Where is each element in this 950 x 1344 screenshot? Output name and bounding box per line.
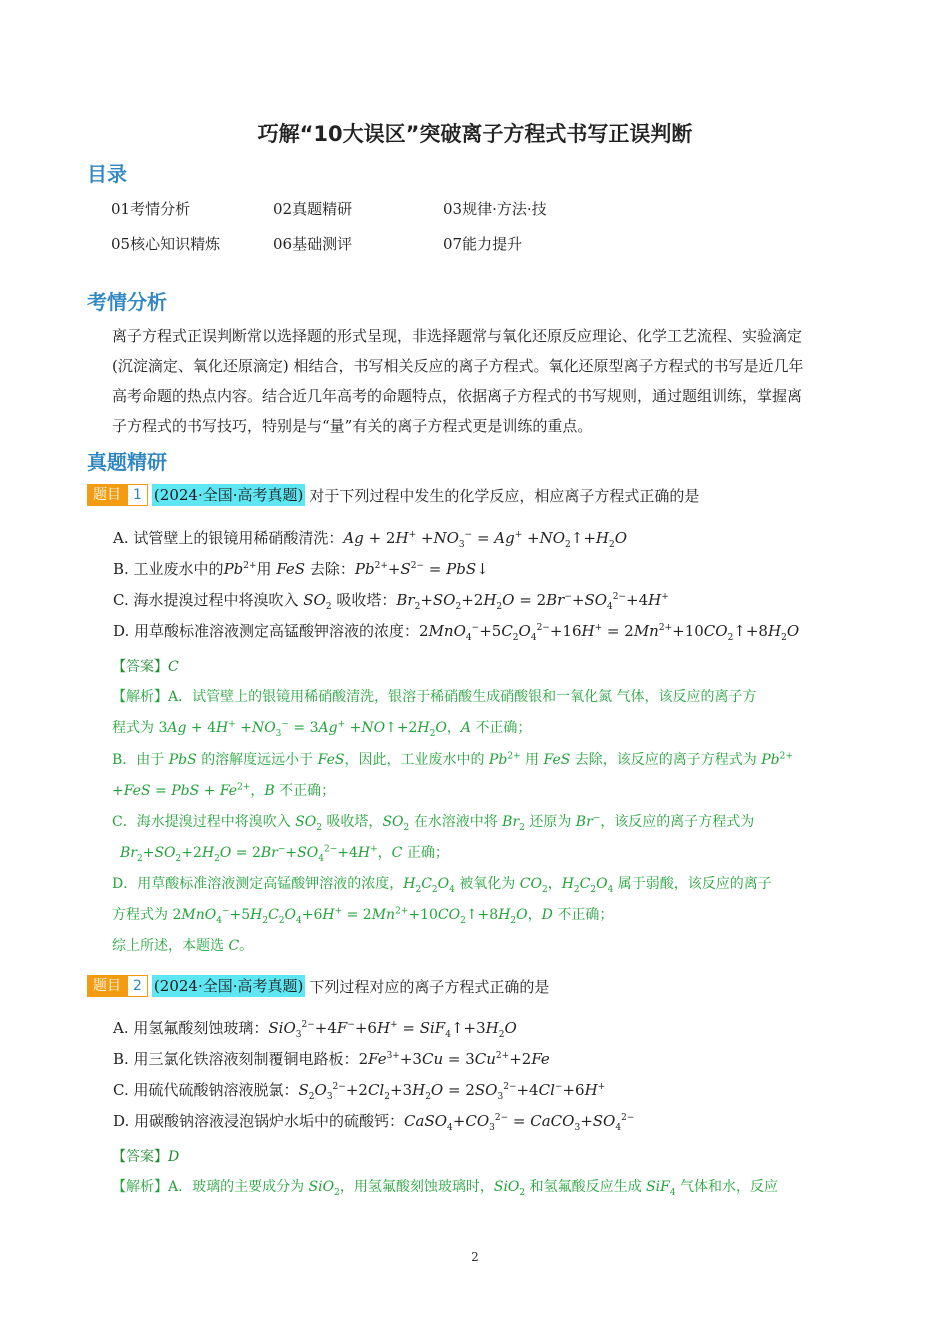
toc-item-basic[interactable]: 06基础测评	[273, 235, 353, 253]
question-2-header	[87, 974, 549, 998]
q1-explanation-line: C．海水提溴过程中将溴吹入 $SO_2$ 吸收塔，$SO_2$ 在水溶液中将 $Br_2$ 还原为 Br−，该反应的离子方程式为	[112, 813, 755, 833]
analysis-line: 高考命题的热点内容。结合近几年高考的命题特点，依据离子方程式的书写规则，通过题组训练，掌握离	[112, 387, 803, 405]
page-number: 2	[471, 1250, 479, 1264]
toc-item-core[interactable]: 05核心知识精炼	[111, 235, 221, 253]
q2-option-d: D. 用碳酸钠溶液浸泡锅炉水垢中的硫酸钙：$CaSO_4+CO_3^{2-}$ = $CaCO_3+SO_4^{2-}$	[113, 1112, 635, 1133]
q1-explanation-line: +FeS = PbS + $Fe^{2+}$，B 不正确；	[112, 782, 336, 799]
toc-heading: 目录	[87, 162, 127, 186]
q2-answer: 【答案】D	[112, 1149, 180, 1165]
question-1-header	[87, 483, 699, 507]
q1-explanation-line: 【解析】A．试管壁上的银镜用稀硝酸清洗，银溶于稀硝酸生成硝酸银和一氧化氮 气体，该反应的离子方	[112, 689, 757, 705]
question-label: 题目	[87, 484, 127, 506]
toc-item-analysis[interactable]: 01考情分析	[111, 200, 191, 218]
toc-item-methods[interactable]: 03规律·方法·技	[443, 200, 547, 218]
toc-item-research[interactable]: 02真题精研	[273, 200, 353, 218]
q1-option-d: D. 用草酸标准溶液测定高锰酸钾溶液的浓度：$2MnO_4^-+5C_2O_4^{2-}+16H^+$ = $2Mn^{2+}+10CO_2↑+8H_2O$	[113, 622, 800, 643]
q1-explanation-line: 方程式为 $2MnO_4^-+5H_2C_2O_4+6H^+$ = $2Mn^{2+}+10CO_2↑+8H_2O$，D 不正确；	[112, 906, 614, 926]
q1-option-a: A. 试管壁上的银镜用稀硝酸清洗：$Ag + 2H^+ +NO_3^- = Ag^+$ $+NO_2↑+H_2O$	[113, 529, 628, 550]
analysis-heading: 考情分析	[87, 290, 167, 314]
research-heading: 真题精研	[87, 450, 167, 474]
analysis-line: 离子方程式正误判断常以选择题的形式呈现，非选择题常与氧化还原反应理论、化学工艺流程、实验滴定	[112, 327, 803, 345]
question-source: (2024·全国·高考真题)	[153, 486, 304, 504]
question-number: 2	[127, 975, 148, 997]
q1-option-c: C. 海水提溴过程中将溴吹入 $SO_2$ 吸收塔：$Br_2+SO_2+2H_2O = 2Br^-+SO_4^{2-}+4H^+$	[113, 591, 669, 612]
q1-explanation-summary: 综上所述，本题选 C。	[112, 938, 254, 954]
q1-explanation-line: D．用草酸标准溶液测定高锰酸钾溶液的浓度，$H_2C_2O_4$ 被氧化为 $CO_2$，$H_2C_2O_4$ 属于弱酸，该反应的离子	[112, 876, 772, 895]
page-title: 巧解“10大误区”突破离子方程式书写正误判断	[257, 122, 693, 146]
q1-explanation-line: 程式为 $3Ag + 4H^+ +NO_3^- = 3Ag^+$ $+NO↑+2H_2O$，A 不正确；	[112, 719, 532, 739]
question-source: (2024·全国·高考真题)	[153, 977, 304, 995]
question-label: 题目	[87, 975, 127, 997]
question-number: 1	[127, 484, 148, 506]
q2-explanation-line: 【解析】A．玻璃的主要成分为 SiO$_2$，用氢氟酸刻蚀玻璃时，SiO$_2$ 和氢氟酸反应生成 SiF$_4$ 气体和水，反应	[112, 1179, 779, 1198]
q1-answer: 【答案】C	[112, 659, 179, 675]
analysis-paragraph	[112, 321, 872, 441]
toc-item-ability[interactable]: 07能力提升	[443, 235, 523, 253]
q2-option-c: C. 用硫代硫酸钠溶液脱氯：$S_2O_3^{2-}+2Cl_2+3H_2O = 2SO_3^{2-}+4Cl^-+6H^+$	[113, 1081, 606, 1102]
analysis-line: (沉淀滴定、氧化还原滴定) 相结合，书写相关反应的离子方程式。氧化还原型离子方程式的书写是近几年	[112, 357, 804, 375]
question-text: 下列过程对应的离子方程式正确的是	[309, 977, 550, 996]
q1-option-b: B. 工业废水中的$Pb^{2+}$用 FeS 去除：$Pb^{2+}+S^{2-}$ = PbS↓	[113, 560, 489, 578]
q1-explanation-line: B．由于 PbS 的溶解度远远小于 FeS，因此，工业废水中的 $Pb^{2+}$ 用 FeS 去除，该反应的离子方程式为 $Pb^{2+}$	[112, 751, 793, 768]
q2-option-b: B. 用三氯化铁溶液刻制覆铜电路板：$2Fe^{3+}+3Cu = 3Cu^{2+}+2Fe$	[113, 1050, 550, 1068]
analysis-line: 子方程式的书写技巧，特别是与“量”有关的离子方程式更是训练的重点。	[112, 417, 593, 435]
q2-option-a: A. 用氢氟酸刻蚀玻璃：$SiO_3^{2-}+4F^-+6H^+ = SiF_4↑+3H_2O$	[113, 1019, 517, 1040]
q1-explanation-line: $Br_2+SO_2+2H_2O = 2Br^-+SO_4^{2-}+4H^+$，C 正确；	[120, 844, 449, 864]
question-text: 对于下列过程中发生的化学反应，相应离子方程式正确的是	[309, 486, 700, 505]
